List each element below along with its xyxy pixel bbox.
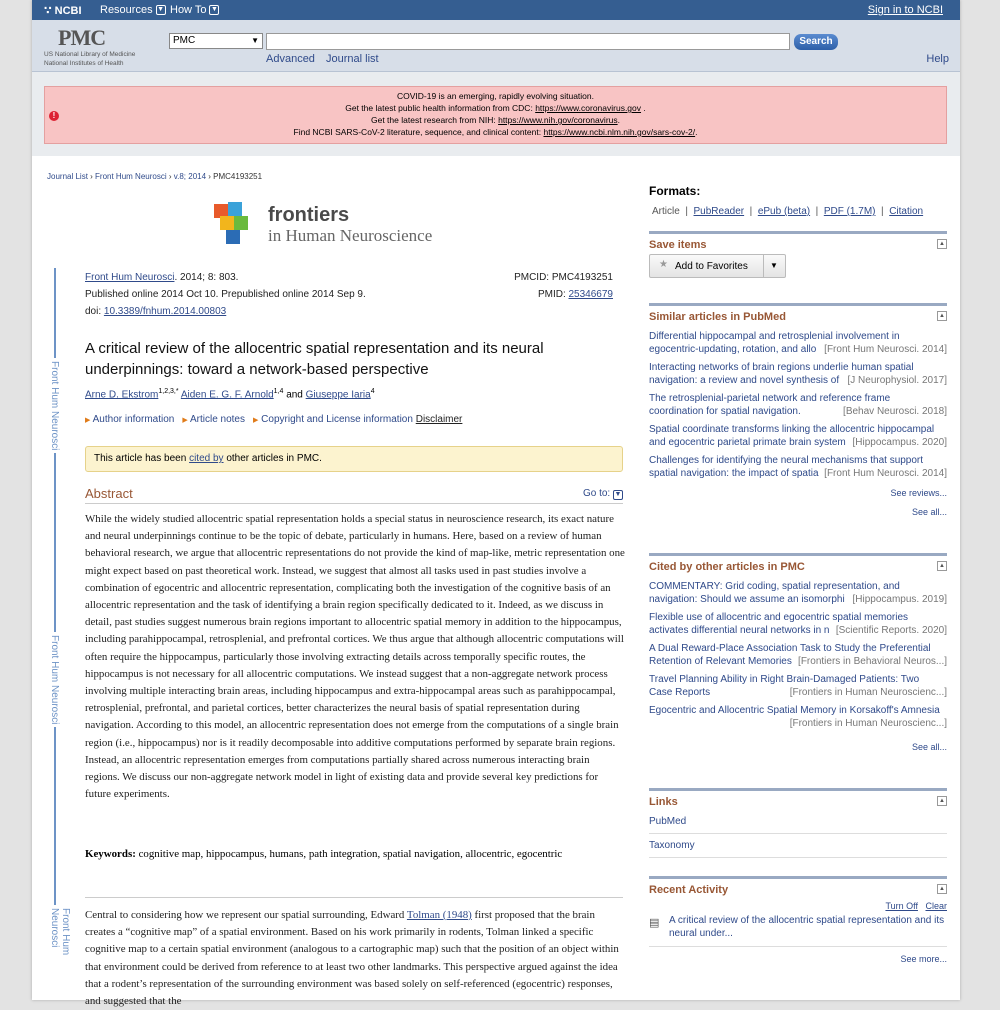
cited-by-list	[649, 581, 947, 730]
article-title-line-1: COMMENTARY: Grid coding, spatial representation, and	[649, 581, 900, 592]
article-item[interactable]	[649, 424, 947, 449]
clear-link[interactable]: Clear	[925, 901, 947, 911]
article-notes-toggle[interactable]	[182, 414, 245, 425]
intro-paragraph	[85, 907, 625, 1008]
keywords-text: cognitive map, hippocampus, humans, path integration, spatial navigation, allocentric, egocentric	[138, 848, 563, 860]
recent-controls	[649, 901, 947, 911]
see-all-cited-link[interactable]: See all...	[911, 742, 947, 752]
breadcrumb-journal-list[interactable]: Journal List	[47, 172, 88, 181]
similar-articles-panel	[649, 303, 947, 517]
side-label: Front Hum Neurosci	[49, 358, 60, 453]
triangle-right-icon: ▶	[253, 417, 259, 424]
format-citation[interactable]: Citation	[889, 206, 924, 217]
pmcid: PMCID: PMC4193251	[514, 272, 613, 283]
article-source: [Hippocampus. 2020]	[849, 437, 947, 450]
disclaimer-link[interactable]: Disclaimer	[415, 414, 463, 425]
collapse-icon[interactable]: ▲	[937, 884, 947, 894]
author-affiliation: 1,4	[273, 388, 284, 395]
database-select-value: PMC	[173, 35, 196, 46]
links-panel	[649, 788, 947, 858]
chevron-down-icon: ▼	[251, 36, 259, 45]
article-title-line-2: Retention of Relevant Memories	[649, 655, 792, 667]
article-item[interactable]	[649, 331, 947, 356]
save-items-title: Save items	[649, 239, 707, 251]
star-icon: ★	[659, 259, 668, 270]
resources-label: Resources	[100, 4, 153, 16]
chevron-down-icon: ▼	[157, 6, 165, 13]
article-title-line-2: Case Reports	[649, 686, 711, 698]
format-epub[interactable]: ePub (beta)	[757, 206, 811, 217]
pmc-logo[interactable]: PMC	[58, 25, 106, 50]
link-pubmed[interactable]: PubMed	[649, 810, 947, 834]
goto-menu[interactable]	[583, 488, 623, 500]
divider	[85, 897, 623, 898]
ncbi-logo-icon: ∵	[44, 5, 52, 17]
pmid-link[interactable]: 25346679	[568, 289, 613, 300]
intro-text-pre: Central to considering how we represent our spatial surrounding, Edward	[85, 909, 405, 921]
nih-label: National Institutes of Health	[44, 60, 124, 67]
article-item[interactable]	[649, 393, 947, 418]
author-link[interactable]: Giuseppe Iaria	[305, 389, 371, 401]
advanced-link[interactable]: Advanced	[266, 53, 315, 65]
article-item[interactable]	[649, 705, 947, 730]
article-item[interactable]	[649, 362, 947, 387]
author-list	[85, 388, 375, 400]
similar-articles-title: Similar articles in PubMed	[649, 311, 786, 323]
cited-by-heading	[649, 553, 947, 575]
collapse-icon[interactable]: ▲	[937, 796, 947, 806]
covid-line-3: Get the latest research from NIH: https://www.nih.gov/coronavirus.	[371, 115, 620, 125]
nih-link[interactable]: https://www.nih.gov/coronavirus	[498, 115, 618, 125]
chevron-down-icon: ▼	[614, 491, 622, 498]
format-pubreader[interactable]: PubReader	[693, 206, 745, 217]
similar-articles-heading	[649, 303, 947, 325]
copyright-label: Copyright and License information	[261, 414, 413, 425]
article-item[interactable]	[649, 581, 947, 606]
chevron-down-icon: ▼	[211, 6, 218, 13]
button-divider	[763, 255, 764, 277]
article-title-line-2: navigation: a review and novel synthesis of	[649, 374, 840, 386]
format-pdf[interactable]: PDF (1.7M)	[823, 206, 876, 217]
link-taxonomy[interactable]: Taxonomy	[649, 834, 947, 858]
links-heading	[649, 788, 947, 810]
article-source: [Frontiers in Behavioral Neuros...]	[795, 656, 947, 669]
covid-line-3-text: Get the latest research from NIH:	[371, 115, 496, 125]
recent-activity-heading	[649, 876, 947, 898]
citation-line	[85, 272, 238, 283]
cited-notice	[85, 446, 623, 472]
frontiers-cubes-icon	[208, 200, 266, 252]
article-source: [Hippocampus. 2019]	[849, 594, 947, 607]
author-link[interactable]: Aiden E. G. F. Arnold	[180, 389, 274, 401]
article-title-line-2: and egocentric parietal primate brain system	[649, 436, 846, 448]
article-item[interactable]	[649, 643, 947, 668]
save-items-panel	[649, 231, 947, 278]
copyright-toggle[interactable]	[253, 414, 462, 425]
breadcrumb: Journal List › Front Hum Neurosci › v.8; 2014 › PMC4193251	[47, 172, 263, 181]
howto-label: How To	[170, 4, 207, 16]
article-source: [Scientific Reports. 2020]	[833, 625, 947, 638]
journal-logo-sub: in Human Neuroscience	[268, 226, 433, 245]
ncbi-home-link[interactable]	[44, 4, 82, 17]
article-item[interactable]	[649, 455, 947, 480]
ncbi-topbar	[32, 0, 960, 20]
article-title-line-2: coordination for spatial navigation.	[649, 405, 801, 417]
article-item[interactable]	[649, 674, 947, 699]
turn-off-link[interactable]: Turn Off	[885, 901, 918, 911]
add-to-favorites-label: Add to Favorites	[675, 261, 748, 272]
author-info-toggle[interactable]	[85, 414, 174, 425]
article-title-line-1: Interacting networks of brain regions underlie human spatial	[649, 362, 914, 373]
tolman-reference-link[interactable]: Tolman (1948)	[406, 909, 472, 921]
page	[32, 0, 960, 1008]
formats-panel	[649, 184, 947, 217]
doi-label: doi:	[85, 306, 102, 317]
article-source: [Frontiers in Human Neuroscienc...]	[787, 687, 947, 700]
journal-link[interactable]: Front Hum Neurosci	[85, 272, 175, 283]
cited-by-link[interactable]: cited by	[189, 453, 224, 464]
journal-logo-name: frontiers	[268, 204, 350, 226]
covid-line-2-text: Get the latest public health information from CDC:	[345, 103, 533, 113]
article-info-links	[85, 414, 462, 425]
database-select[interactable]	[169, 33, 263, 49]
links-title: Links	[649, 796, 678, 808]
goto-label: Go to:	[582, 488, 611, 499]
resources-menu[interactable]	[100, 4, 166, 16]
covid-line-4-text: Find NCBI SARS-CoV-2 literature, sequence, and clinical content:	[293, 127, 542, 137]
abstract-heading-bar	[85, 486, 623, 504]
author-info-label: Author information	[92, 414, 175, 425]
nlm-label: US National Library of Medicine	[44, 51, 136, 58]
formats-list: Article | PubReader | ePub (beta) | PDF (1.7M) | Citation	[652, 206, 924, 217]
author-and: and	[286, 389, 303, 401]
article-title-line-2: spatial navigation: the impact of spatia	[649, 467, 819, 479]
breadcrumb-journal[interactable]: Front Hum Neurosci	[95, 172, 167, 181]
ncbi-label: NCBI	[54, 4, 82, 17]
covid-line-2: Get the latest public health information from CDC: https://www.coronavirus.gov .	[345, 103, 646, 113]
similar-articles-list	[649, 331, 947, 480]
cited-notice-post: other articles in PMC.	[226, 453, 322, 464]
journal-list-link[interactable]: Journal list	[326, 53, 379, 65]
journal-logo[interactable]	[208, 200, 478, 252]
article-title-line-1: The retrosplenial-parietal network and reference frame	[649, 393, 891, 404]
pmid-line	[538, 289, 613, 300]
keywords	[85, 846, 625, 863]
recent-activity-panel	[649, 876, 947, 964]
author-affiliation: 1,2,3,*	[158, 388, 179, 395]
article-title-line-1: Travel Planning Ability in Right Brain-Damaged Patients: Two	[649, 674, 920, 685]
article-title-line-1: Differential hippocampal and retrosplenial involvement in	[649, 331, 900, 342]
pmc-header	[32, 20, 960, 72]
search-button[interactable]: Search	[794, 34, 838, 50]
add-to-favorites-button[interactable]	[649, 254, 786, 278]
published-line: Published online 2014 Oct 10. Prepublished online 2014 Sep 9.	[85, 289, 366, 300]
article-title-line-2: navigation: Should we assume an isomorphi	[649, 593, 845, 605]
article-title-line-1: Egocentric and Allocentric Spatial Memory in Korsakoff's Amnesia	[649, 705, 940, 716]
doi-link[interactable]: 10.3389/fnhum.2014.00803	[103, 306, 227, 317]
article-notes-label: Article notes	[189, 414, 245, 425]
format-article: Article	[652, 206, 680, 217]
see-more-link[interactable]: See more...	[900, 954, 947, 964]
recent-item-title: A critical review of the allocentric spatial representation and its neural under...	[669, 915, 945, 939]
article-title: A critical review of the allocentric spatial representation and its neural underpinnings: toward a network-based perspective	[85, 340, 544, 378]
help-link[interactable]: Help	[926, 53, 949, 65]
collapse-icon[interactable]: ▲	[937, 311, 947, 321]
article-source: [Front Hum Neurosci. 2014]	[821, 468, 947, 481]
see-reviews-link[interactable]: See reviews...	[890, 488, 947, 498]
search-input[interactable]	[266, 33, 790, 50]
pmid-label: PMID:	[537, 289, 566, 300]
save-items-heading	[649, 231, 947, 253]
citation-text: . 2014; 8: 803.	[174, 272, 239, 283]
triangle-right-icon: ▶	[85, 417, 91, 424]
signin-link[interactable]: Sign in to NCBI	[867, 4, 943, 16]
document-icon: ▤	[649, 917, 660, 929]
article-title-line-2: egocentric-updating, rotation, and allo	[649, 343, 817, 355]
covid-banner	[44, 86, 947, 144]
cited-notice-pre: This article has been	[94, 453, 187, 464]
formats-heading: Formats:	[649, 184, 701, 198]
cited-by-title: Cited by other articles in PMC	[649, 561, 805, 573]
article-source: [Frontiers in Human Neuroscienc...]	[787, 718, 947, 731]
recent-item[interactable]	[649, 915, 947, 947]
cited-by-panel	[649, 553, 947, 752]
collapse-icon[interactable]: ▲	[937, 239, 947, 249]
abstract-heading: Abstract	[85, 486, 133, 501]
recent-activity-title: Recent Activity	[649, 884, 729, 896]
howto-menu[interactable]	[170, 4, 219, 16]
breadcrumb-volume[interactable]: v.8; 2014	[173, 172, 207, 181]
collapse-icon[interactable]: ▲	[937, 561, 947, 571]
article-source: [Behav Neurosci. 2018]	[840, 406, 947, 419]
author-link[interactable]: Arne D. Ekstrom	[85, 389, 159, 401]
cdc-link[interactable]: https://www.coronavirus.gov	[535, 103, 642, 113]
intro-text-post: first proposed that the brain creates a “cognitive map” of a spatial environment. Based on his work primarily in rodents, Tolman linked a specific cognitive map to a certain spatial environment (analogous to a cartographic map) such that the position of an object within that environment could be derived from reference to at least two other landmarks. This perspective argued against the idea that a rodent’s representation of the surrounding environment was based solely on self-referenced (egocentric) responses, and suggested that the	[85, 909, 619, 1008]
abstract-text: While the widely studied allocentric spatial representation holds a special status in neuroscience research, its exact nature and neural underpinnings continue to be the topic of debate, particularly in humans. Here, based on a review of human behavioral research, we argue that allocentric representations do not provide the kind of map-like, metric representation one might expect based on past theoretical work. Instead, we suggest that almost all tasks used in past studies involve a combination of egocentric and allocentric representation, complicating both the investigation of the cognitive basis of an allocentric representation and the task of identifying a brain region specifically dedicated to it. Indeed, as we discuss in detail, past studies suggest numerous brain regions important to allocentric spatial memory in addition to the hippocampus, including parahippocampal, retrosplenial, and prefrontal cortices. We thus argue that although allocentric computations will often require the hippocampus, particularly those involving extracting details across temporally specific routes, the hippocampus is not necessary for all allocentric computations. We instead suggest that a non-aggregate network process involving multiple interacting brain areas, including hippocampus and extra-hippocampal areas such as parahippocampal, retrosplenial, prefrontal, and parietal cortices, better characterizes the neural basis of spatial representation during navigation. According to this model, an allocentric representation does not emerge from the computations of a single brain region (i.e., hippocampus) nor is it readily decomposable into additive computations performed by separate brain regions. Instead, an allocentric representation emerges from computations partially shared across numerous interacting brain regions. We discuss our non-aggregate network model in light of existing data and provide several key predictions for future experiments.	[85, 513, 625, 801]
article-title-line-2: activates differential neural networks in n	[649, 624, 830, 636]
article-source: [J Neurophysiol. 2017]	[844, 375, 947, 388]
article-title-line-1: Spatial coordinate transforms linking the allocentric hippocampal	[649, 424, 935, 435]
triangle-right-icon: ▶	[182, 417, 188, 424]
article-title-line-1: A Dual Reward-Place Association Task to Study the Preferential	[649, 643, 931, 654]
covid-line-4: Find NCBI SARS-CoV-2 literature, sequence, and clinical content: https://www.ncbi.nlm.nih.gov/sars-cov-2/.	[293, 127, 698, 137]
breadcrumb-current: PMC4193251	[213, 172, 263, 181]
keywords-label: Keywords:	[85, 848, 136, 860]
covid-line-1: COVID-19 is an emerging, rapidly evolving situation.	[396, 91, 594, 101]
caret-down-icon[interactable]: ▼	[770, 261, 778, 270]
article-title-line-1: Flexible use of allocentric and egocentric spatial memories	[649, 612, 909, 623]
article-source: [Front Hum Neurosci. 2014]	[821, 344, 947, 357]
author-affiliation: 4	[370, 388, 375, 395]
side-label: Front Hum Neurosci	[49, 905, 71, 1000]
warning-icon: !	[49, 111, 59, 121]
ncbi-sars-link[interactable]: https://www.ncbi.nlm.nih.gov/sars-cov-2/	[543, 127, 696, 137]
article-item[interactable]	[649, 612, 947, 637]
side-label: Front Hum Neurosci	[49, 632, 60, 727]
see-all-similar-link[interactable]: See all...	[911, 507, 947, 517]
article-title-line-1: Challenges for identifying the neural mechanisms that support	[649, 455, 924, 466]
doi-line	[85, 306, 226, 317]
